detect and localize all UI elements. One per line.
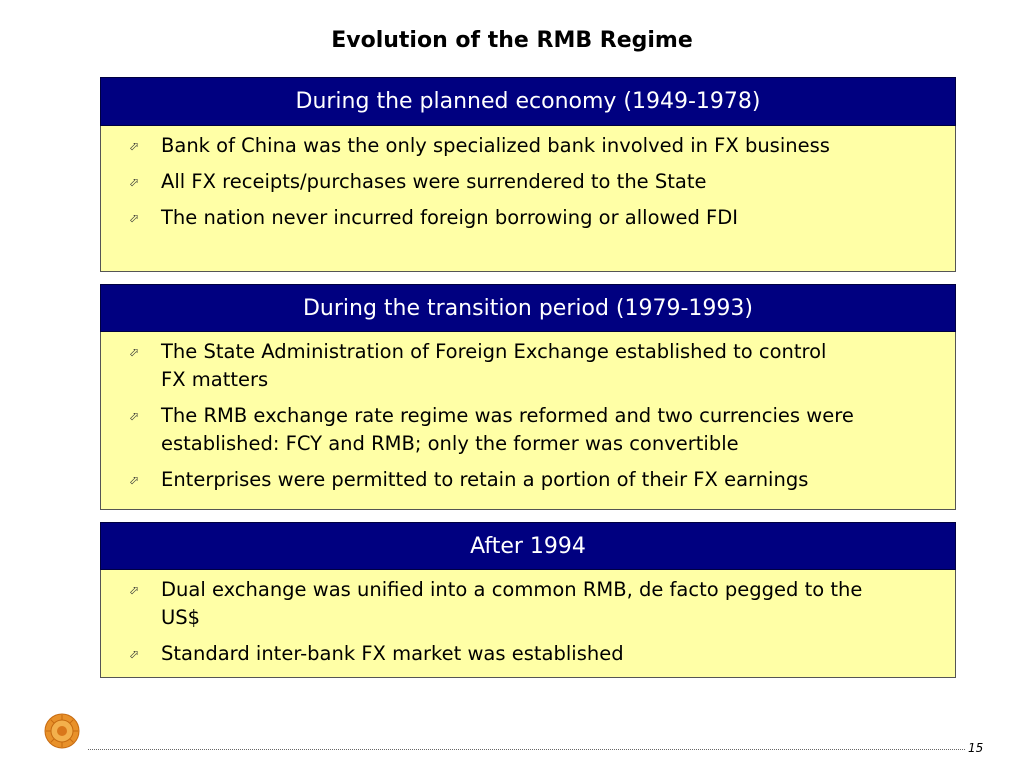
list-item: ⬀ All FX receipts/purchases were surrendered to the State [129, 168, 935, 196]
bullet-arrow-icon: ⬀ [129, 409, 140, 423]
section-after-1994 [100, 522, 956, 678]
section-body [100, 332, 956, 510]
bullet-arrow-icon: ⬀ [129, 211, 140, 225]
page-number: 15 [968, 741, 984, 755]
list-item: ⬀ The nation never incurred foreign borrowing or allowed FDI [129, 204, 935, 232]
bullet-arrow-icon: ⬀ [129, 583, 140, 597]
bullet-arrow-icon: ⬀ [129, 175, 140, 189]
bullet-arrow-icon: ⬀ [129, 139, 140, 153]
list-item: ⬀ Dual exchange was unified into a common RMB, de facto pegged to the US$ [129, 578, 863, 629]
list-item: ⬀ Bank of China was the only specialized bank involved in FX business [129, 132, 935, 160]
bullet-arrow-icon: ⬀ [129, 647, 140, 661]
emblem-icon [44, 713, 80, 749]
bullet-arrow-icon: ⬀ [129, 345, 140, 359]
list-item: ⬀ The RMB exchange rate regime was reformed and two currencies were established: FCY and RMB; only the former was convertible [129, 404, 854, 455]
section-header: After 1994 [100, 522, 956, 570]
slide-title: Evolution of the RMB Regime [331, 28, 693, 53]
section-transition-period [100, 284, 956, 510]
section-header: During the transition period (1979-1993) [100, 284, 956, 332]
footer-divider [88, 749, 965, 750]
list-item: ⬀ Enterprises were permitted to retain a portion of their FX earnings [129, 466, 935, 494]
list-item: ⬀ The State Administration of Foreign Exchange established to control FX matters [129, 340, 827, 391]
section-header: During the planned economy (1949-1978) [100, 77, 956, 126]
section-planned-economy [100, 77, 956, 272]
section-body [100, 570, 956, 678]
list-item: ⬀ Standard inter-bank FX market was established [129, 640, 935, 668]
bullet-arrow-icon: ⬀ [129, 473, 140, 487]
section-body [100, 126, 956, 272]
